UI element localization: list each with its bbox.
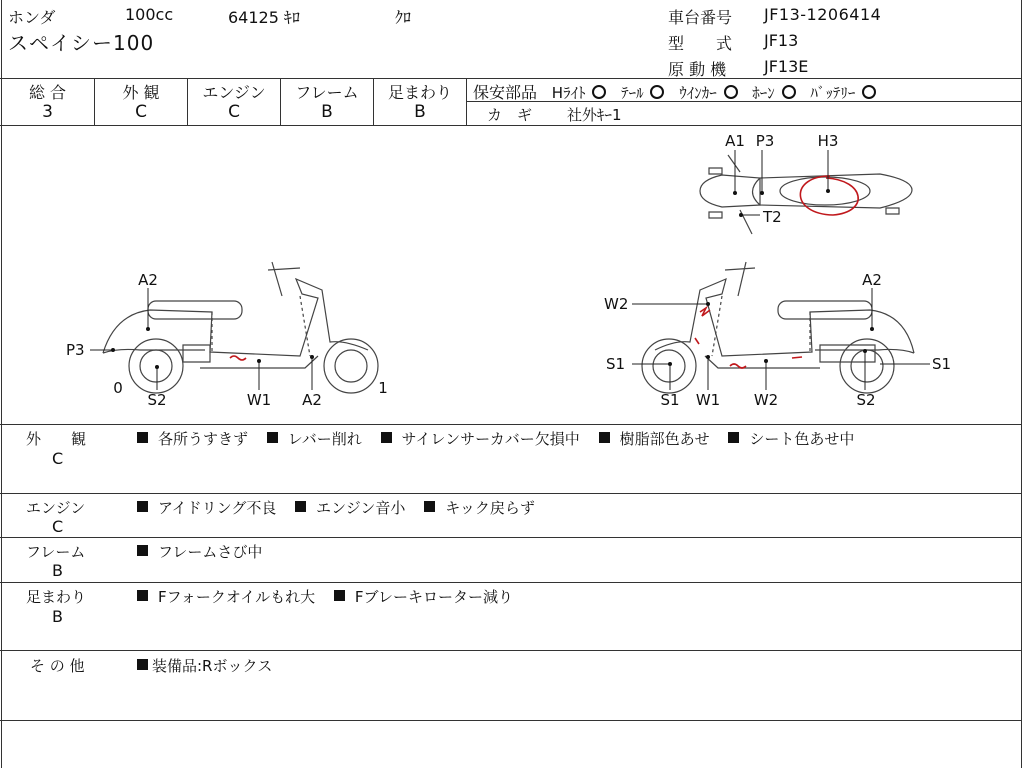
divider-remark-4 [0, 650, 1022, 651]
engine-label: 原 動 機 [668, 60, 727, 79]
bullet-icon [137, 590, 148, 601]
safety-item-horn: ﾎｰﾝ [752, 82, 795, 103]
bullet-icon [334, 590, 345, 601]
mileage: 64125 ｷﾛ [228, 8, 300, 27]
scooter-top-view [700, 155, 912, 234]
bullet-icon [137, 659, 148, 670]
diagram-label-w2-right-bottom: W2 [753, 391, 779, 409]
remark-category-engine: エンジン [26, 499, 86, 517]
diagram-label-one: 1 [378, 379, 388, 397]
bullet-icon [728, 432, 739, 443]
diagram-label-zero: 0 [113, 379, 123, 397]
diagram-label-t2: T2 [763, 208, 782, 226]
remark-items-other: 装備品:Rボックス [137, 655, 286, 676]
divider-remark-2 [0, 537, 1022, 538]
diagram-label-a2-left-bottom: A2 [302, 391, 322, 409]
remark-items-engine: アイドリング不良 エンジン音小 キック戻らず [137, 497, 549, 518]
diagram-label-s2-left: S2 [147, 391, 167, 409]
frame-no: JF13-1206414 [764, 5, 882, 24]
safety-item-tail: ﾃｰﾙ [621, 82, 664, 103]
grade-header-frame: フレーム [295, 83, 359, 102]
divider-remark-5 [0, 720, 1022, 721]
diagram-label-w1-left: W1 [246, 391, 272, 409]
diagram-label-a2-right: A2 [862, 271, 882, 289]
bullet-icon [267, 432, 278, 443]
remark-category-exterior: 外 観 [26, 430, 87, 448]
model-label: 型 式 [668, 34, 733, 53]
bullet-icon [599, 432, 610, 443]
grade-col-line [466, 78, 467, 125]
safety-row [473, 80, 886, 103]
remark-items-suspension: Fフォークオイルもれ大 Fブレーキローター減り [137, 586, 527, 607]
safety-item-battery: ﾊﾞｯﾃﾘｰ [810, 82, 876, 103]
safety-item-headlight: Hﾗｲﾄ [552, 82, 607, 103]
bullet-icon [137, 432, 148, 443]
ok-circle-icon [592, 85, 606, 99]
remark-items-exterior: 各所うすきず レバー削れ サイレンサーカバー欠損中 樹脂部色あせ シート色あせ中 [137, 428, 868, 449]
grade-header-suspension: 足まわり [387, 83, 452, 102]
grade-value-frame: B [321, 102, 333, 122]
ok-circle-icon [724, 85, 738, 99]
engine-code: JF13E [764, 57, 809, 76]
diagram-label-a2-left: A2 [138, 271, 158, 289]
bullet-icon [381, 432, 392, 443]
diagram-label-a1: A1 [725, 132, 745, 150]
remark-category-other: そ の 他 [30, 657, 85, 675]
diagram-label-p3: P3 [755, 132, 775, 150]
key-value: 社外ｷｰ1 [567, 106, 622, 124]
grade-value-engine: C [228, 102, 240, 122]
remark-grade-exterior: C [52, 449, 64, 468]
divider-remark-3 [0, 582, 1022, 583]
maker: ホンダ [8, 8, 56, 27]
divider-diagram [0, 424, 1022, 425]
diagram-label-w1-right: W1 [695, 391, 721, 409]
diagram-label-s1-right-bottom: S1 [660, 391, 680, 409]
safety-item-winker: ｳｲﾝｶｰ [679, 82, 737, 103]
color: ｸﾛ [395, 8, 412, 27]
model-name: スペイシー100 [8, 31, 155, 55]
frame-no-label: 車台番号 [668, 8, 733, 27]
divider-remark-1 [0, 493, 1022, 494]
bullet-icon [137, 545, 148, 556]
bullet-icon [137, 501, 148, 512]
remark-grade-suspension: B [52, 607, 63, 626]
diagram-label-h3: H3 [817, 132, 839, 150]
diagram-label-s1-right: S1 [606, 355, 626, 373]
displacement: 100cc [125, 5, 174, 24]
label-points [111, 189, 874, 369]
diagram-label-s1-far-right: S1 [932, 355, 952, 373]
grade-header-exterior: 外 観 [122, 83, 160, 102]
grade-value-suspension: B [414, 102, 426, 122]
model-code: JF13 [764, 31, 799, 50]
grade-value-exterior: C [135, 102, 147, 122]
ok-circle-icon [862, 85, 876, 99]
diagram-label-s2-right: S2 [856, 391, 876, 409]
grade-header-engine: エンジン [202, 83, 266, 102]
damage-diagram [0, 126, 1022, 424]
remark-category-suspension: 足まわり [26, 588, 87, 606]
divider-header [0, 78, 1022, 79]
diagram-label-p3-left: P3 [66, 341, 85, 359]
ok-circle-icon [650, 85, 664, 99]
grade-value-overall: 3 [42, 102, 53, 122]
safety-title: 保安部品 [473, 83, 538, 102]
diagram-label-w2-right: W2 [604, 295, 629, 313]
remark-items-frame: フレームさび中 [137, 541, 276, 562]
key-label: カ ギ [487, 106, 533, 124]
remark-grade-frame: B [52, 561, 63, 580]
bullet-icon [424, 501, 435, 512]
grade-header-overall: 総 合 [28, 83, 67, 102]
ok-circle-icon [782, 85, 796, 99]
remark-category-frame: フレーム [26, 543, 86, 561]
remark-grade-engine: C [52, 517, 64, 536]
bullet-icon [295, 501, 306, 512]
